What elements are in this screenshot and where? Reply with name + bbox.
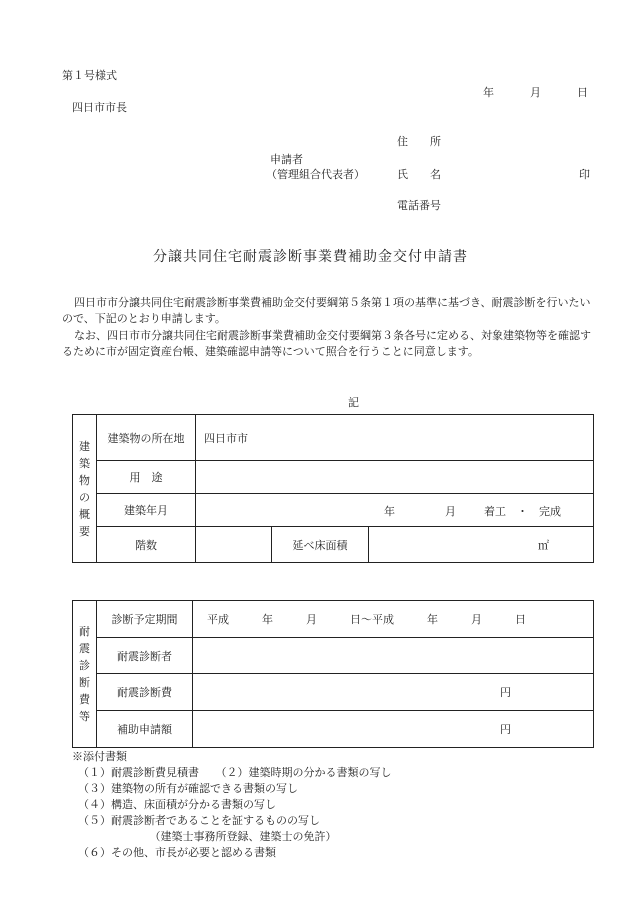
attachment-item-note: （建築士事務所登録、建築士の免許） (78, 830, 337, 843)
building-table (72, 414, 594, 563)
attachments-section (72, 749, 392, 861)
use-field[interactable] (196, 461, 594, 494)
area-unit: ㎡ (538, 538, 549, 552)
built-year-label: 年 (384, 505, 395, 518)
ki-label: 記 (348, 396, 359, 409)
attachments-heading: ※添付書類 (72, 750, 127, 763)
diagnostician-label: 耐震診断者 (97, 638, 193, 674)
building-section-label: 建 築 物 の 概 要 (73, 415, 97, 563)
subsidy-unit: 円 (500, 723, 511, 736)
diagnostician-field[interactable] (193, 638, 594, 674)
period-label: 診断予定期間 (97, 601, 193, 638)
date-year-label: 年 (483, 86, 494, 99)
phone-label: 電話番号 (397, 199, 441, 212)
period-field[interactable] (193, 601, 594, 638)
attachment-item: （４）構造、床面積が分かる書類の写し (78, 798, 276, 811)
form-number: 第１号様式 (62, 69, 117, 82)
date-month-label: 月 (530, 86, 541, 99)
subsidy-field[interactable] (193, 711, 594, 748)
built-date-label: 建築年月 (97, 494, 196, 527)
body-paragraph-1: 四日市市分譲共同住宅耐震診断事業費補助金交付要綱第５条第１項の基準に基づき、耐震診断を行いたいので、下記のとおり申請します。 (62, 296, 591, 325)
attachment-item: （３）建築物の所有が確認できる書類の写し (78, 782, 298, 795)
built-date-field[interactable] (196, 494, 594, 527)
document-title: 分譲共同住宅耐震診断事業費補助金交付申請書 (153, 249, 468, 265)
attachment-item: （５）耐震診断者であることを証するものの写し (78, 814, 320, 827)
floors-field[interactable] (196, 527, 272, 563)
period-value: 平成 年 月 日～平成 年 月 日 (207, 613, 526, 626)
floor-area-label: 延べ床面積 (272, 527, 369, 563)
diagnosis-table (72, 600, 594, 748)
representative-label: （管理組合代表者） (266, 168, 365, 181)
floor-area-field[interactable] (369, 527, 594, 563)
date-day-label: 日 (577, 86, 588, 99)
seal-mark: 印 (579, 168, 590, 181)
attachment-item: （６）その他、市長が必要と認める書類 (78, 846, 276, 859)
location-value: 四日市市 (204, 431, 248, 445)
floors-label: 階数 (97, 527, 196, 563)
built-status-options[interactable]: 着工 ・ 完成 (484, 505, 561, 518)
use-label: 用 途 (97, 461, 196, 494)
built-month-label: 月 (445, 505, 456, 518)
cost-unit: 円 (500, 686, 511, 699)
name-label: 氏 名 (397, 168, 441, 181)
cost-field[interactable] (193, 674, 594, 711)
addressee: 四日市市長 (72, 101, 127, 114)
address-label: 住 所 (397, 135, 441, 148)
applicant-label: 申請者 (270, 153, 303, 166)
location-label: 建築物の所在地 (97, 415, 196, 461)
subsidy-label: 補助申請額 (97, 711, 193, 748)
body-paragraph-2: なお、四日市市分譲共同住宅耐震診断事業費補助金交付要綱第３条各号に定める、対象建築物等を確認するために市が固定資産台帳、建築確認申請等について照合を行うことに同意します。 (62, 329, 591, 358)
attachment-item: （１）耐震診断費見積書 （２）建築時期の分かる書類の写し (78, 766, 392, 779)
location-field[interactable] (196, 415, 594, 461)
cost-label: 耐震診断費 (97, 674, 193, 711)
diagnosis-section-label: 耐 震 診 断 費 等 (73, 601, 97, 748)
